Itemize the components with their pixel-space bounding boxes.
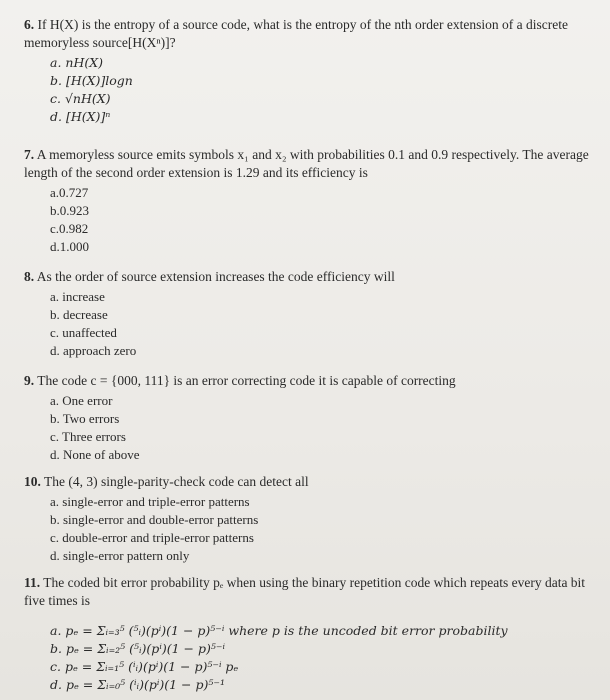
option-a: a. increase [50,289,105,304]
question-stem: As the order of source extension increases the code efficiency will [36,269,395,284]
option-d: d. single-error pattern only [50,548,190,563]
question-9 [24,372,598,464]
question-stem: The code c = {000, 111} is an error correcting code it is capable of correcting [37,373,456,388]
option-list [24,288,598,360]
question-stem: The (4, 3) single-parity-check code can detect all [44,474,309,489]
option-d: d. None of above [50,447,140,462]
question-8 [24,268,598,360]
option-d: d. [H(X)]ⁿ [50,109,111,124]
option-list [24,392,598,464]
option-d: d. approach zero [50,343,137,358]
option-b: b. [H(X)]logn [50,73,133,88]
option-list [24,622,598,694]
question-number: 7. [24,147,35,162]
option-a: a. pₑ = Σᵢ₌₃⁵ (⁵ᵢ)(pⁱ)(1 − p)⁵⁻ⁱ where p is the uncoded bit error probability [50,623,508,638]
question-number: 10. [24,474,41,489]
option-a: a. nH(X) [50,55,104,70]
option-c: c. double-error and triple-error patterns [50,530,254,545]
option-a: a. One error [50,393,113,408]
option-b: b. pₑ = Σᵢ₌₂⁵ (⁵ᵢ)(pⁱ)(1 − p)⁵⁻ⁱ [50,641,225,656]
option-c: c. unaffected [50,325,117,340]
question-number: 6. [24,17,35,32]
option-list [24,184,598,256]
question-stem: The coded bit error probability pₑ when using the binary repetition code which repeats every data bit five times is [24,575,586,608]
option-c: c. pₑ = Σᵢ₌₁⁵ (ⁱᵢ)(pⁱ)(1 − p)⁵⁻ⁱ pₑ [50,659,239,674]
option-c: c. √nH(X) [50,91,111,106]
option-a: a.0.727 [50,185,89,200]
option-list [24,493,598,565]
question-number: 11. [24,575,41,590]
question-stem: A memoryless source emits symbols x₁ and x₂ with probabilities 0.1 and 0.9 respectively. The average length of the second order extension is 1.29 and its efficiency is [24,147,589,180]
option-b: b. single-error and double-error patterns [50,512,259,527]
option-d: d.1.000 [50,239,89,254]
question-number: 8. [24,269,35,284]
option-d: d. pₑ = Σᵢ₌₀⁵ (ⁱᵢ)(pⁱ)(1 − p)⁵⁻¹ [50,677,225,692]
option-c: c.0.982 [50,221,89,236]
question-10 [24,473,598,565]
question-stem: If H(X) is the entropy of a source code, what is the entropy of the nth order extension of a discrete memoryless source[H(Xⁿ)]? [24,17,568,50]
question-number: 9. [24,373,35,388]
question-7 [24,146,598,256]
question-6 [24,16,598,126]
option-b: b. decrease [50,307,108,322]
option-list [24,54,598,126]
option-c: c. Three errors [50,429,126,444]
option-b: b. Two errors [50,411,120,426]
option-a: a. single-error and triple-error patterns [50,494,250,509]
question-11 [24,574,598,694]
option-b: b.0.923 [50,203,89,218]
